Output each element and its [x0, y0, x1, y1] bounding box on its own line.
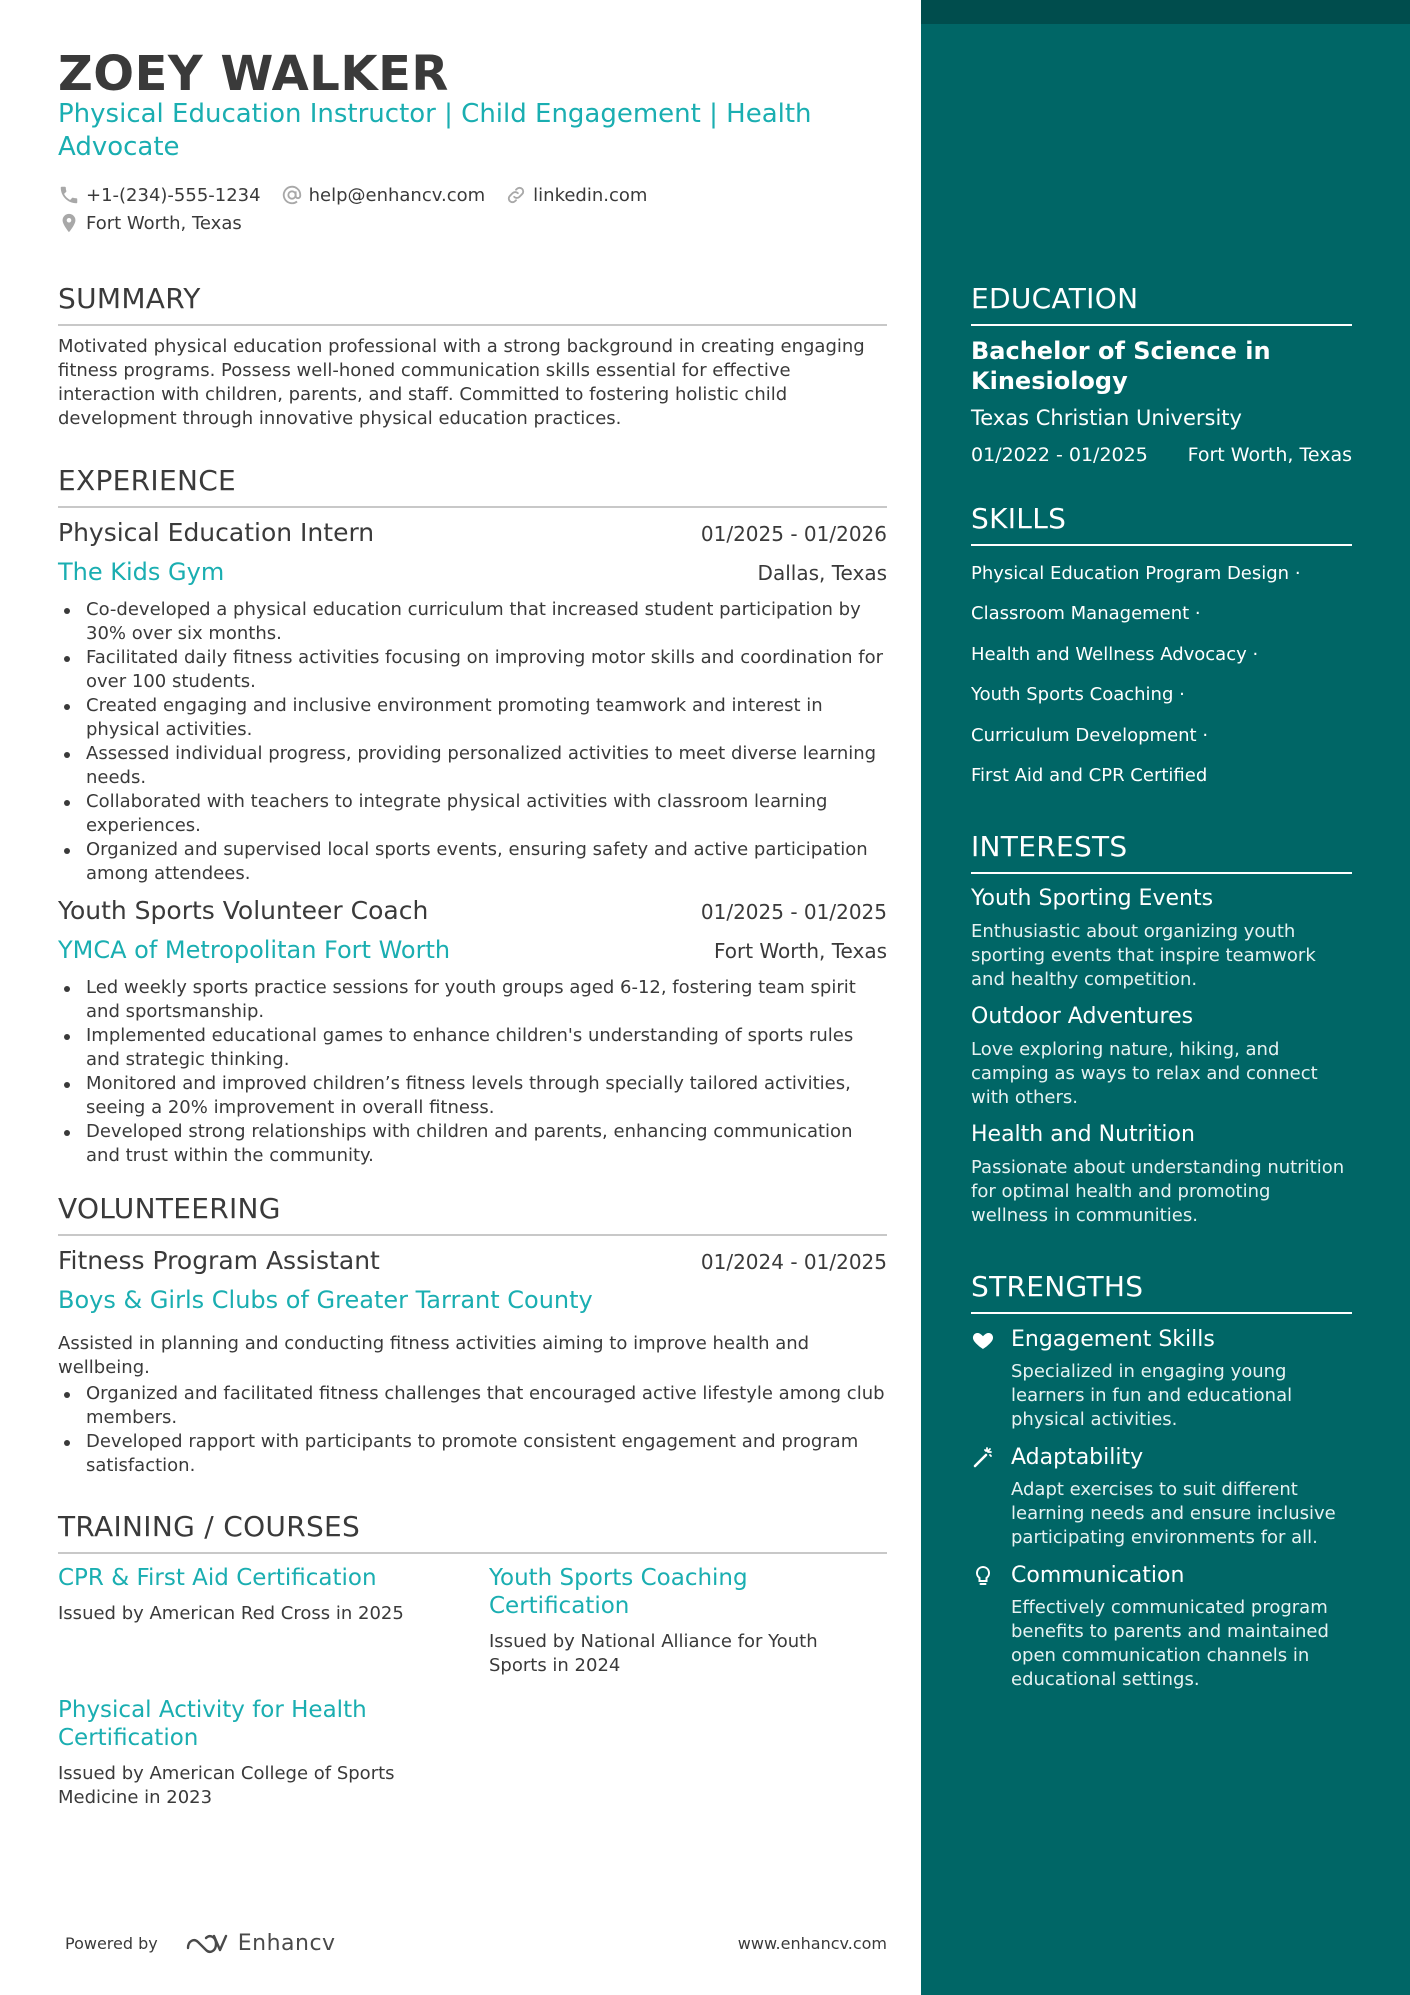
interest-title: Youth Sporting Events [971, 886, 1214, 911]
bullet-item: Collaborated with teachers to integrate physical activities with classroom learning experiences. [58, 790, 887, 838]
strength-description: Effectively communicated program benefits to parents and maintained open communication channels in educational settings. [1011, 1597, 1329, 1690]
enhancv-logo[interactable] [184, 1930, 336, 1956]
job-entry [58, 896, 887, 1168]
experience-section [58, 464, 887, 1168]
bullet-item: Led weekly sports practice sessions for youth groups aged 6-12, fostering team spirit and sportsmanship. [58, 976, 887, 1024]
bullet-item: Assessed individual progress, providing personalized activities to meet diverse learning needs. [58, 742, 887, 790]
strength-title: Engagement Skills [1011, 1327, 1215, 1352]
job-company: The Kids Gym [58, 558, 225, 586]
bullet-item: Co-developed a physical education curriculum that increased student participation by 30% over six months. [58, 598, 887, 646]
experience-heading: EXPERIENCE [58, 464, 887, 508]
location-contact [58, 212, 242, 234]
job-location: Fort Worth, Texas [713, 939, 887, 963]
linkedin-contact[interactable] [505, 184, 647, 206]
location-text: Fort Worth, Texas [86, 212, 242, 234]
enhancv-brand: Enhancv [237, 1930, 336, 1956]
course-issuer: Issued by American Red Cross in 2025 [58, 1603, 404, 1624]
education-section [971, 282, 1352, 466]
skill-item: First Aid and CPR Certified [971, 764, 1208, 786]
course-title: CPR & First Aid Certification [58, 1565, 377, 1591]
phone-text: +1-(234)-555-1234 [86, 184, 261, 206]
headline: Physical Education Instructor | Child Engagement | Health Advocate [58, 99, 812, 162]
job-bullets [58, 976, 887, 1168]
sidebar [921, 0, 1410, 1995]
skill-item: Health and Wellness Advocacy · [971, 643, 1259, 665]
interest-item [971, 1002, 1352, 1110]
location-pin-icon [58, 212, 80, 234]
main-column [58, 0, 887, 1995]
strengths-section [971, 1270, 1352, 1692]
strength-item [971, 1440, 1352, 1550]
footer [65, 1930, 887, 1956]
linkedin-text: linkedin.com [533, 184, 648, 206]
bullet-item: Organized and supervised local sports events, ensuring safety and active participation among attendees. [58, 838, 887, 886]
lightbulb-icon [971, 1564, 995, 1588]
volunteer-description: Assisted in planning and conducting fitness activities aiming to improve health and wellbeing. [58, 1333, 810, 1378]
phone-icon [58, 184, 80, 206]
interest-description: Passionate about understanding nutrition for optimal health and promoting wellness in communities. [971, 1157, 1345, 1226]
sidebar-top-band [921, 0, 1410, 24]
magic-wand-icon [971, 1446, 995, 1470]
education-location: Fort Worth, Texas [1187, 444, 1352, 466]
email-text: help@enhancv.com [308, 184, 486, 206]
summary-section [58, 282, 887, 431]
skills-section [971, 502, 1352, 796]
course-item [489, 1564, 869, 1678]
strength-title: Adaptability [1011, 1445, 1144, 1470]
course-item [58, 1696, 438, 1810]
course-title: Youth Sports Coaching Certification [489, 1565, 748, 1619]
footer-url[interactable]: www.enhancv.com [737, 1933, 887, 1953]
summary-text: Motivated physical education professional with a strong background in creating engaging fitness programs. Possess well-honed communication skills essential for effective interaction with children, parents, and staff. Committed to fostering holistic child development through innovative physical education practices. [58, 336, 865, 429]
interests-heading: INTERESTS [971, 830, 1352, 874]
job-dates: 01/2025 - 01/2025 [700, 900, 887, 924]
email-contact[interactable] [281, 184, 486, 206]
interest-description: Love exploring nature, hiking, and camping as ways to relax and connect with others. [971, 1039, 1318, 1108]
job-entry [58, 518, 887, 886]
interest-item [971, 884, 1352, 992]
link-icon [505, 184, 527, 206]
job-location: Dallas, Texas [757, 561, 887, 585]
course-title: Physical Activity for Health Certification [58, 1697, 367, 1751]
training-section [58, 1510, 887, 1834]
strengths-heading: STRENGTHS [971, 1270, 1352, 1314]
course-grid [58, 1564, 887, 1834]
interest-title: Outdoor Adventures [971, 1004, 1194, 1029]
course-issuer: Issued by National Alliance for Youth Sports in 2024 [489, 1631, 818, 1676]
job-title: Youth Sports Volunteer Coach [58, 896, 429, 925]
education-degree: Bachelor of Science in Kinesiology [971, 337, 1271, 395]
course-issuer: Issued by American College of Sports Medicine in 2023 [58, 1763, 395, 1808]
training-heading: TRAINING / COURSES [58, 1510, 887, 1554]
skills-list [971, 554, 1352, 796]
bullet-item: Developed rapport with participants to promote consistent engagement and program satisfaction. [58, 1430, 887, 1478]
interest-description: Enthusiastic about organizing youth sporting events that inspire teamwork and healthy competition. [971, 921, 1316, 990]
summary-heading: SUMMARY [58, 282, 887, 326]
skill-item: Physical Education Program Design · [971, 563, 1301, 584]
strength-description: Specialized in engaging young learners in fun and educational physical activities. [1011, 1361, 1293, 1430]
strength-description: Adapt exercises to suit different learning needs and ensure inclusive participating environments for all. [1011, 1479, 1336, 1548]
skill-item: Curriculum Development · [971, 724, 1209, 746]
education-heading: EDUCATION [971, 282, 1352, 326]
volunteer-dates: 01/2024 - 01/2025 [700, 1250, 887, 1274]
job-company: YMCA of Metropolitan Fort Worth [58, 936, 451, 964]
skill-item: Youth Sports Coaching · [971, 684, 1185, 706]
education-dates: 01/2022 - 01/2025 [971, 444, 1148, 466]
interest-title: Health and Nutrition [971, 1122, 1195, 1147]
at-icon [281, 184, 303, 206]
heart-icon [971, 1328, 995, 1352]
strength-item [971, 1558, 1352, 1692]
volunteer-entry [58, 1246, 887, 1478]
job-dates: 01/2025 - 01/2026 [700, 522, 887, 546]
job-title: Physical Education Intern [58, 518, 375, 547]
education-school: Texas Christian University [971, 406, 1242, 430]
skill-item: Classroom Management · [971, 603, 1201, 625]
bullet-item: Created engaging and inclusive environment promoting teamwork and interest in physical activities. [58, 694, 887, 742]
phone-contact[interactable] [58, 184, 261, 206]
candidate-name: ZOEY WALKER [58, 46, 449, 102]
bullet-item: Organized and facilitated fitness challenges that encouraged active lifestyle among club members. [58, 1382, 887, 1430]
bullet-item: Monitored and improved children’s fitness levels through specially tailored activities, seeing a 20% improvement in overall fitness. [58, 1072, 887, 1120]
interest-item [971, 1120, 1352, 1228]
enhancv-logo-icon [184, 1930, 230, 1956]
bullet-item: Developed strong relationships with children and parents, enhancing communication and trust within the community. [58, 1120, 887, 1168]
strength-item [971, 1322, 1352, 1432]
volunteer-org: Boys & Girls Clubs of Greater Tarrant County [58, 1286, 593, 1314]
volunteer-role: Fitness Program Assistant [58, 1246, 380, 1275]
bullet-item: Facilitated daily fitness activities focusing on improving motor skills and coordination for over 100 students. [58, 646, 887, 694]
strength-title: Communication [1011, 1563, 1185, 1588]
contact-info [58, 182, 887, 238]
volunteering-section [58, 1192, 887, 1478]
course-item [58, 1564, 438, 1626]
skills-heading: SKILLS [971, 502, 1352, 546]
powered-by-label: Powered by [65, 1933, 158, 1953]
job-bullets [58, 598, 887, 886]
interests-section [971, 830, 1352, 1228]
volunteering-heading: VOLUNTEERING [58, 1192, 887, 1236]
bullet-item: Implemented educational games to enhance children's understanding of sports rules and strategic thinking. [58, 1024, 887, 1072]
volunteer-bullets [58, 1382, 887, 1478]
